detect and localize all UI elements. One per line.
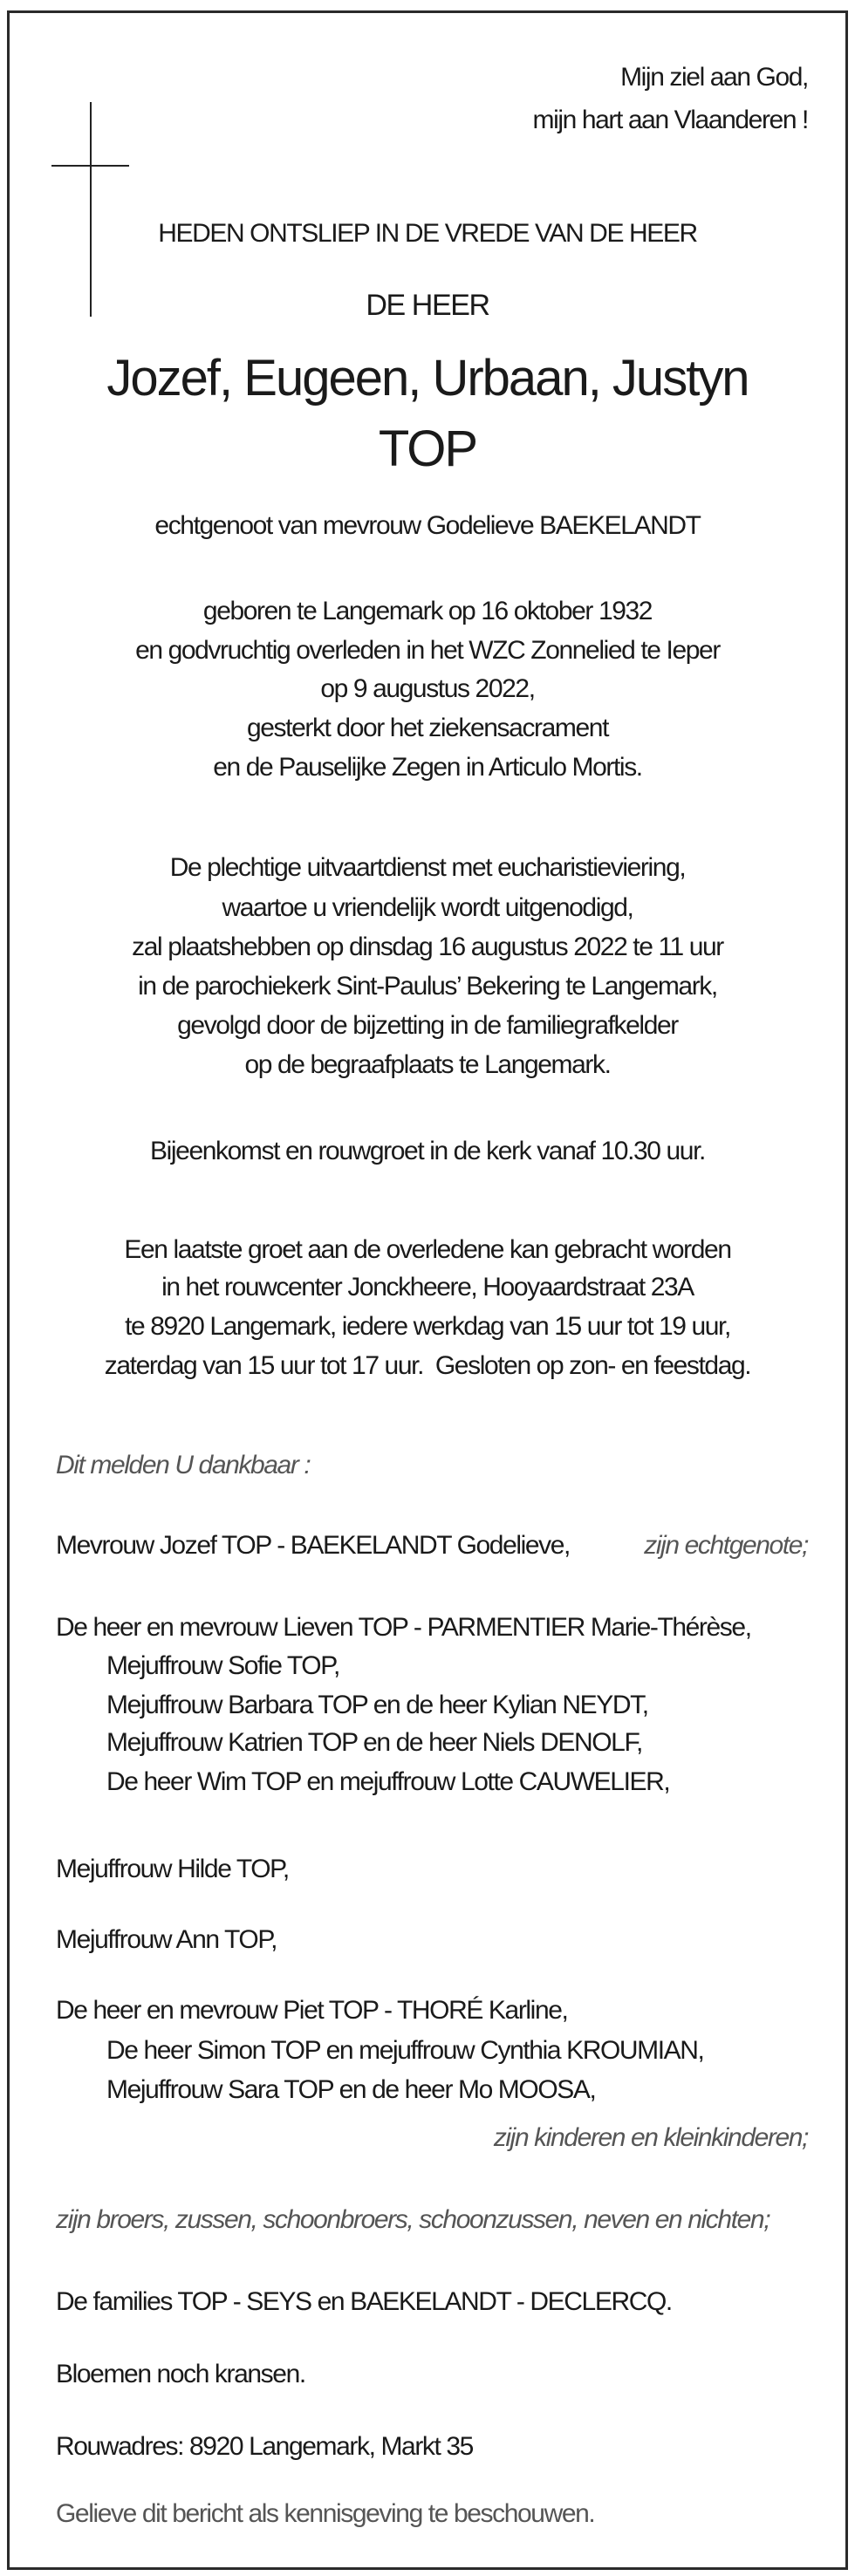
birth-death-line: geboren te Langemark op 16 oktober 1932 <box>202 597 653 625</box>
family-head: De heer en mevrouw Lieven TOP - PARMENTIER Marie-Thérèse, <box>56 1613 751 1642</box>
funeral-line: gevolgd door de bijzetting in de familiegrafkelder <box>177 1011 678 1040</box>
visitation-line: Een laatste groet aan de overledene kan gebracht worden <box>124 1235 731 1264</box>
family-head: Mejuffrouw Ann TOP, <box>56 1925 277 1954</box>
family-head: De heer en mevrouw Piet TOP - THORÉ Karline, <box>56 1996 568 2025</box>
visitation-line: zaterdag van 15 uur tot 17 uur. Gesloten op zon- en feestdag. <box>104 1351 751 1380</box>
siblings: zijn broers, zussen, schoonbroers, schoonzussen, neven en nichten; <box>56 2205 770 2234</box>
birth-death-line: en godvruchtig overleden in het WZC Zonnelied te Ieper <box>135 636 720 665</box>
birth-death-line: op 9 augustus 2022, <box>320 674 535 703</box>
birth-death-line: gesterkt door het ziekensacrament <box>246 714 609 742</box>
notice: Gelieve dit bericht als kennisgeving te beschouwen. <box>56 2499 595 2528</box>
family-member: Mejuffrouw Barbara TOP en de heer Kylian NEYDT, <box>106 1691 648 1719</box>
spouse-name: Mevrouw Jozef TOP - BAEKELANDT Godelieve, <box>56 1531 570 1560</box>
funeral-line: op de begraafplaats te Langemark. <box>244 1050 611 1079</box>
address: Rouwadres: 8920 Langemark, Markt 35 <box>56 2432 473 2461</box>
funeral-line: zal plaatshebben op dinsdag 16 augustus 2022 te 11 uur <box>132 933 723 961</box>
cross-vertical <box>90 102 92 317</box>
visitation-line: te 8920 Langemark, iedere werkdag van 15 uur tot 19 uur, <box>125 1312 730 1341</box>
funeral-line: De plechtige uitvaartdienst met eucharistieviering, <box>169 853 686 882</box>
visitation-line: in het rouwcenter Jonckheere, Hooyaardstraat 23A <box>161 1273 694 1302</box>
announcement: HEDEN ONTSLIEP IN DE VREDE VAN DE HEER <box>158 219 697 248</box>
first-names: Jozef, Eugeen, Urbaan, Justyn <box>106 350 749 407</box>
motto-line: Mijn ziel aan God, <box>620 63 808 92</box>
cross-horizontal <box>51 165 129 167</box>
family-member: Mejuffrouw Katrien TOP en de heer Niels DENOLF, <box>106 1728 642 1757</box>
funeral-line: in de parochiekerk Sint-Paulus’ Bekering te Langemark, <box>138 972 717 1001</box>
title: DE HEER <box>366 289 489 322</box>
thanks-intro: Dit melden U dankbaar : <box>56 1451 311 1479</box>
motto-line: mijn hart aan Vlaanderen ! <box>532 106 808 134</box>
family-member: Mejuffrouw Sofie TOP, <box>106 1651 339 1680</box>
families: De families TOP - SEYS en BAEKELANDT - DECLERCQ. <box>56 2287 672 2316</box>
funeral-line: waartoe u vriendelijk wordt uitgenodigd, <box>222 893 633 922</box>
children-relation: zijn kinderen en kleinkinderen; <box>493 2123 808 2152</box>
surname: TOP <box>378 420 477 477</box>
family-head: Mejuffrouw Hilde TOP, <box>56 1855 289 1883</box>
gathering: Bijeenkomst en rouwgroet in de kerk vanaf 10.30 uur. <box>150 1137 705 1165</box>
spouse-relation: zijn echtgenote; <box>644 1531 808 1560</box>
flowers: Bloemen noch kransen. <box>56 2360 305 2388</box>
family-member: De heer Wim TOP en mejuffrouw Lotte CAUWELIER, <box>106 1767 670 1796</box>
family-member: Mejuffrouw Sara TOP en de heer Mo MOOSA, <box>106 2075 596 2104</box>
family-member: De heer Simon TOP en mejuffrouw Cynthia KROUMIAN, <box>106 2036 704 2065</box>
birth-death-line: en de Pauselijke Zegen in Articulo Mortis. <box>213 753 642 782</box>
spouse-line: echtgenoot van mevrouw Godelieve BAEKELANDT <box>154 511 701 540</box>
